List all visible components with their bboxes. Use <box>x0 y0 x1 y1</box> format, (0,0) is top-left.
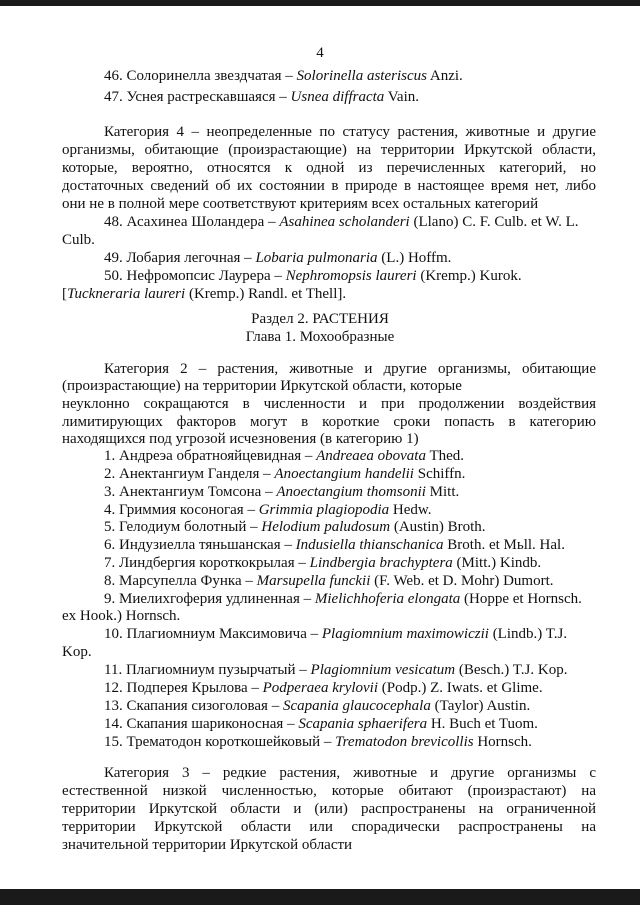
list-item: 10. Плагиомниум Максимовича – Plagiomnium maximowiczii (Lindb.) T.J. <box>104 626 568 642</box>
list-item: 11. Плагиомниум пузырчатый – Plagiomnium vesicatum (Besch.) T.J. Kop. <box>104 662 568 678</box>
category4-line: организмы, обитающие (произрастающие) на территории Иркутской области, <box>62 142 596 158</box>
category3-line: естественной низкой численностью, которые обитают (произрастают) на <box>62 783 596 799</box>
list-item: 14. Скапания шариконосная – Scapania sphaerifera H. Buch et Tuom. <box>104 716 538 732</box>
list-item: 1. Андреэа обратнояйцевидная – Andreaea obovata Thed. <box>104 448 465 464</box>
list-item-continuation: Culb. <box>62 232 95 248</box>
category2-line: лимитирующих факторов могут в короткие сроки попасть в категорию <box>62 414 596 430</box>
list-item: 50. Нефромопсис Лаурера – Nephromopsis laureri (Kremp.) Kurok. <box>104 268 522 284</box>
list-item: 48. Асахинеа Шоландера – Asahinea scholanderi (Llano) C. F. Culb. et W. L. <box>104 214 579 230</box>
list-item: 3. Анектангиум Томсона – Anoectangium thomsonii Mitt. <box>104 484 460 500</box>
category4-line: достаточных сведений об их состоянии в природе в настоящее время нет, либо <box>62 178 596 194</box>
category2-line: Категория 2 – растения, животные и другие организмы, обитающие <box>104 361 596 377</box>
section-title: Раздел 2. РАСТЕНИЯ <box>251 311 389 327</box>
category2-line: неуклонно сокращаются в численности и при продолжении воздействия <box>62 396 596 412</box>
chapter-title: Глава 1. Мохообразные <box>245 329 395 345</box>
list-item: 47. Уснея растрескавшаяся – Usnea diffracta Vain. <box>104 89 420 105</box>
category3-line: территории Иркутской области или спорадически распространены на <box>62 819 596 835</box>
category2-line: находящихся под угрозой исчезновения (в категорию 1) <box>62 431 419 447</box>
list-item: 6. Индузиелла тяньшанская – Indusiella thianschanica Broth. et Mьll. Hal. <box>104 537 565 553</box>
list-item: 46. Солоринелла звездчатая – Solorinella asteriscus Anzi. <box>104 68 463 84</box>
category3-line: Категория 3 – редкие растения, животные и другие организмы с <box>104 765 596 781</box>
list-item: 13. Скапания сизоголовая – Scapania glaucocephala (Taylor) Austin. <box>104 698 531 714</box>
list-item: 9. Миелихгоферия удлиненная – Mielichhoferia elongata (Hoppe et Hornsch. <box>104 591 582 607</box>
category4-line: Категория 4 – неопределенные по статусу растения, животные и другие <box>104 124 596 140</box>
list-item: 4. Гриммия косоногая – Grimmia plagiopodia Hedw. <box>104 502 432 518</box>
list-item: 2. Анектангиум Ганделя – Anoectangium handelii Schiffn. <box>104 466 466 482</box>
category3-line: территории Иркутской области и (или) распространены на ограниченной <box>62 801 596 817</box>
list-item: 7. Линдбергия короткокрылая – Lindbergia brachyptera (Mitt.) Kindb. <box>104 555 542 571</box>
category4-line: они не в полной мере соответствуют критериям всех остальных категорий <box>62 196 539 212</box>
list-item: 15. Трематодон короткошейковый – Trematodon brevicollis Hornsch. <box>104 734 532 750</box>
list-item: 12. Подперея Крылова – Podperaea krylovii (Podp.) Z. Iwats. et Glime. <box>104 680 543 696</box>
list-item: 49. Лобария легочная – Lobaria pulmonaria (L.) Hoffm. <box>104 250 452 266</box>
list-item: 5. Гелодиум болотный – Helodium paludosum (Austin) Broth. <box>104 519 486 535</box>
page-number: 4 <box>316 45 324 61</box>
list-item: 8. Марсупелла Функа – Marsupella funckii (F. Web. et D. Mohr) Dumort. <box>104 573 554 589</box>
category3-line: значительной территории Иркутской области <box>62 837 353 853</box>
category4-line: которые, вероятно, относятся к одной из перечисленных категорий, но <box>62 160 596 176</box>
category2-line: (произрастающие) на территории Иркутской области, которые <box>62 378 462 394</box>
list-item-continuation: ex Hook.) Hornsch. <box>62 608 181 624</box>
scan-border-bottom <box>0 889 640 905</box>
list-item-continuation: Kop. <box>62 644 92 660</box>
list-item-continuation: [Tuckneraria laureri (Kremp.) Randl. et Thell]. <box>62 286 347 302</box>
